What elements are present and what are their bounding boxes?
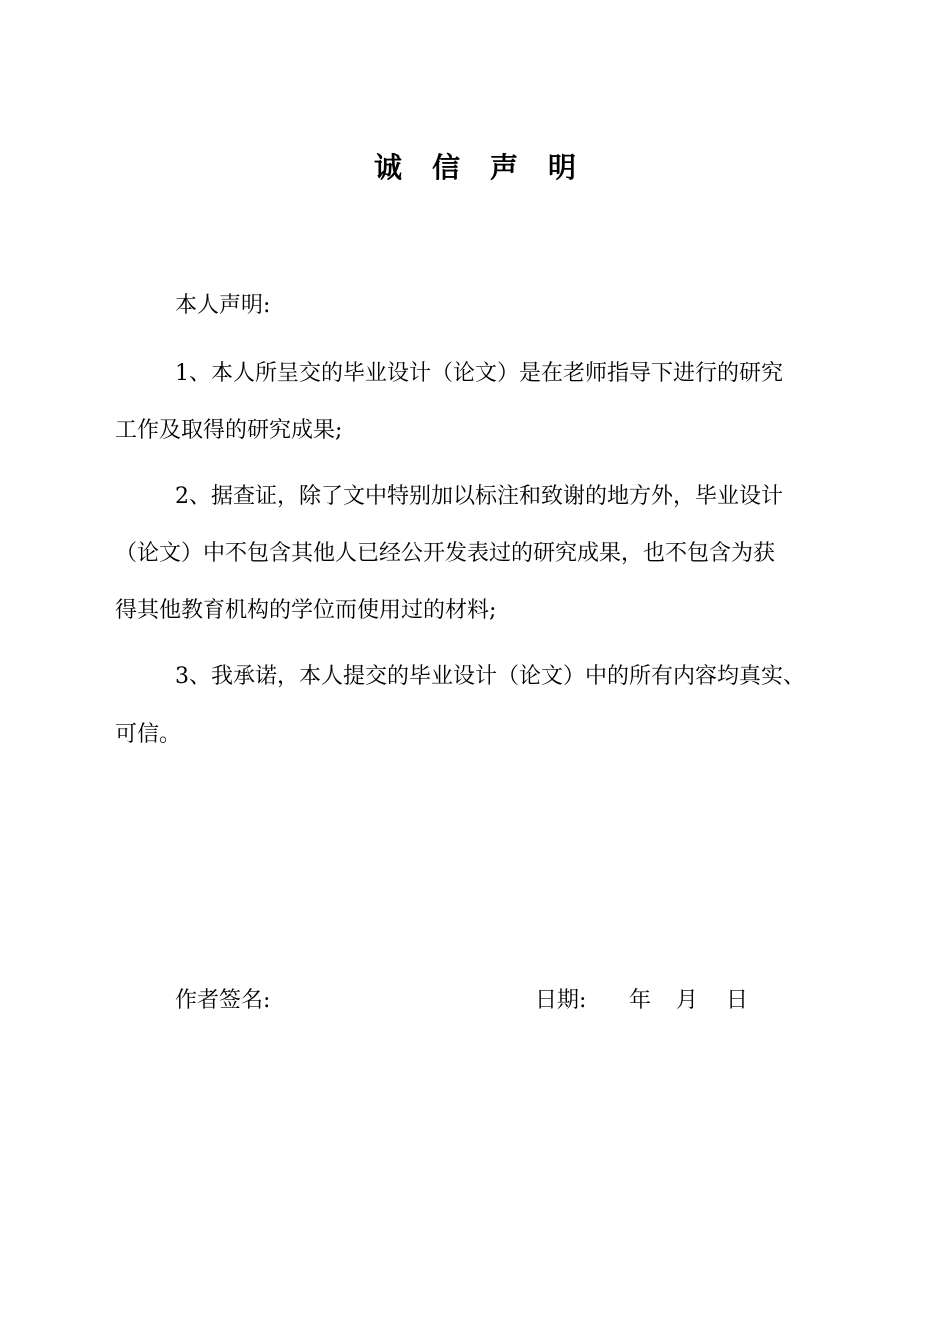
item-2-line-3: 得其他教育机构的学位而使用过的材料; bbox=[115, 598, 497, 623]
item-3-line-2: 可信。 bbox=[115, 722, 182, 747]
day-label: 日 bbox=[726, 988, 749, 1013]
item-1-line-1: 1、本人所呈交的毕业设计（论文）是在老师指导下进行的研究 bbox=[175, 361, 783, 386]
date-field bbox=[535, 986, 748, 1016]
year-label: 年 bbox=[629, 988, 652, 1013]
page-title: 诚信声明 bbox=[373, 151, 606, 184]
month-label: 月 bbox=[676, 988, 699, 1013]
item-2-line-1: 2、据查证，除了文中特别加以标注和致谢的地方外，毕业设计 bbox=[175, 484, 783, 509]
author-signature-label: 作者签名: bbox=[175, 988, 271, 1013]
date-label: 日期: bbox=[535, 988, 587, 1013]
item-3-line-1: 3、我承诺，本人提交的毕业设计（论文）中的所有内容均真实、 bbox=[175, 664, 805, 689]
intro-text: 本人声明: bbox=[175, 293, 271, 318]
item-2-line-2: （论文）中不包含其他人已经公开发表过的研究成果，也不包含为获 bbox=[115, 541, 776, 566]
item-1-line-2: 工作及取得的研究成果; bbox=[115, 418, 343, 443]
